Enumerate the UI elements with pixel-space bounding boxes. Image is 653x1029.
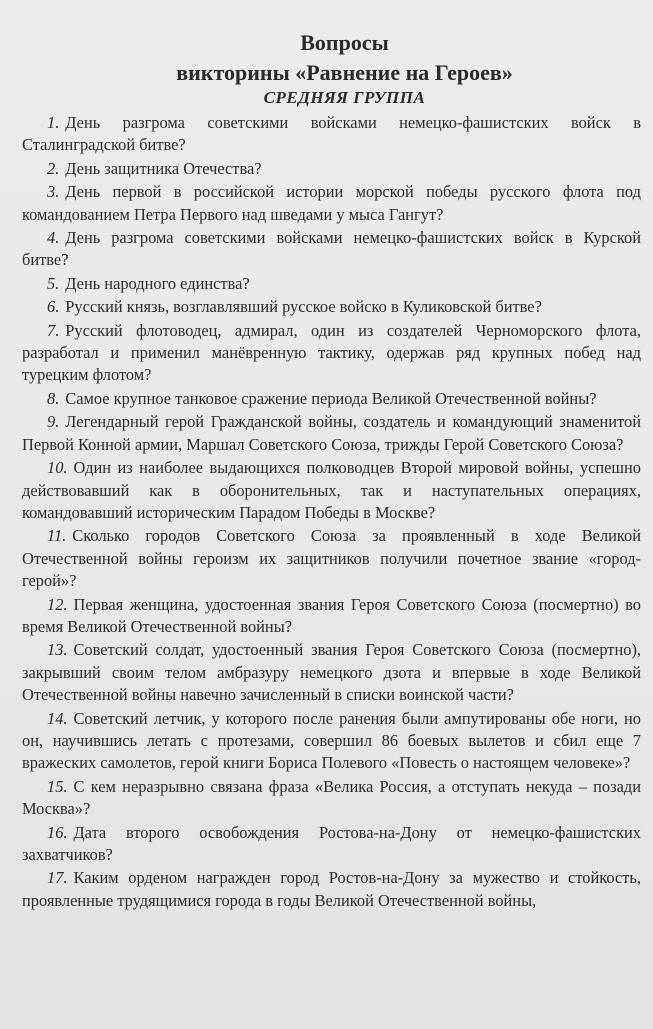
- question-text: Каким орденом награжден город Ростов-на-Дону за мужество и стойкость, проявленные трудящимися города в годы Великой Отечественной войны,: [22, 868, 641, 910]
- question-item: [22, 867, 641, 913]
- group-subtitle: СРЕДНЯЯ ГРУППА: [263, 88, 426, 107]
- question-item: [22, 320, 641, 388]
- question-number: 9.: [47, 412, 60, 432]
- question-number: 1.: [47, 113, 60, 132]
- question-item: [22, 457, 641, 525]
- question-text: Первая женщина, удостоенная звания Героя Советского Союза (посмертно) во время Великой Отечественной войны?: [22, 594, 641, 636]
- question-item: [22, 112, 641, 158]
- question-number: 17.: [47, 868, 68, 888]
- question-text: День народного единства?: [65, 273, 250, 293]
- question-text: День защитника Отечества?: [65, 158, 262, 178]
- question-number: 5.: [47, 273, 60, 293]
- question-number: 2.: [47, 158, 60, 178]
- question-number: 14.: [47, 708, 68, 728]
- question-text: Сколько городов Советского Союза за проявленный в ходе Великой Отечественной войны героизм их защитников получили почетное звание «город-герой»?: [22, 526, 641, 591]
- question-item: [22, 822, 641, 868]
- question-item: [22, 708, 641, 776]
- question-text: Дата второго освобождения Ростова-на-Дону от немецко-фашистских захватчиков?: [22, 822, 641, 864]
- document-header: [48, 28, 641, 108]
- question-text: Русский князь, возглавлявший русское войско в Куликовской битве?: [65, 297, 542, 317]
- question-number: 3.: [47, 182, 60, 202]
- question-item: [22, 525, 641, 593]
- title-line-1: Вопросы: [300, 30, 389, 55]
- question-text: С кем неразрывно связана фраза «Велика Россия, а отступать некуда – позади Москва»?: [22, 776, 641, 819]
- question-item: [22, 227, 641, 273]
- question-item: [22, 181, 641, 227]
- question-item: [22, 639, 641, 707]
- question-item: [22, 594, 641, 640]
- question-number: 8.: [47, 388, 60, 408]
- question-text: Советский солдат, удостоенный звания Героя Советского Союза (посмертно), закрывший своим телом амбразуру немецкого дзота и впервые в ходе Великой Отечественной войны навечно зачисленный в списки воинской части?: [22, 640, 641, 705]
- question-number: 10.: [47, 458, 68, 478]
- question-text: День разгрома советскими войсками немецко-фашистских войск в Сталинградской битве?: [22, 113, 641, 155]
- question-item: [22, 273, 641, 296]
- question-text: Русский флотоводец, адмирал, один из создателей Черноморского флота, разработал и применил манёвренную тактику, одержав ряд крупных побед над турецким флотом?: [22, 320, 641, 385]
- question-number: 7.: [47, 320, 60, 340]
- title-line-2: викторины «Равнение на Героев»: [176, 60, 513, 85]
- question-number: 6.: [47, 297, 60, 317]
- question-text: Легендарный герой Гражданской войны, создатель и командующий знаменитой Первой Конной армии, Маршал Советского Союза, трижды Герой Советского Союза?: [22, 412, 641, 454]
- question-text: Советский летчик, у которого после ранения были ампутированы обе ноги, но он, научившись летать с протезами, совершил 86 боевых вылетов и сбил еще 7 вражеских самолетов, герой книги Бориса Полевого «Повесть о настоящем человеке»?: [22, 708, 641, 773]
- question-number: 15.: [47, 776, 68, 796]
- question-number: 12.: [47, 594, 68, 614]
- question-text: Один из наиболее выдающихся полководцев Второй мировой войны, успешно действовавший как в оборонительных, так и наступательных операциях, командовавший историческим Парадом Победы в Москве?: [22, 458, 641, 522]
- question-number: 16.: [47, 822, 68, 842]
- question-item: [22, 388, 641, 411]
- question-item: [22, 296, 641, 319]
- question-number: 13.: [47, 640, 68, 660]
- question-item: [22, 776, 641, 822]
- question-item: [22, 411, 641, 457]
- question-number: 11.: [47, 526, 67, 546]
- question-text: День первой в российской истории морской победы русского флота под командованием Петра Первого над шведами у мыса Гангут?: [22, 182, 641, 224]
- question-item: [22, 158, 641, 181]
- question-number: 4.: [47, 228, 60, 248]
- question-list: [22, 112, 641, 913]
- question-text: День разгрома советскими войсками немецко-фашистских войск в Курской битве?: [22, 228, 641, 270]
- question-text: Самое крупное танковое сражение периода Великой Отечественной войны?: [65, 388, 597, 408]
